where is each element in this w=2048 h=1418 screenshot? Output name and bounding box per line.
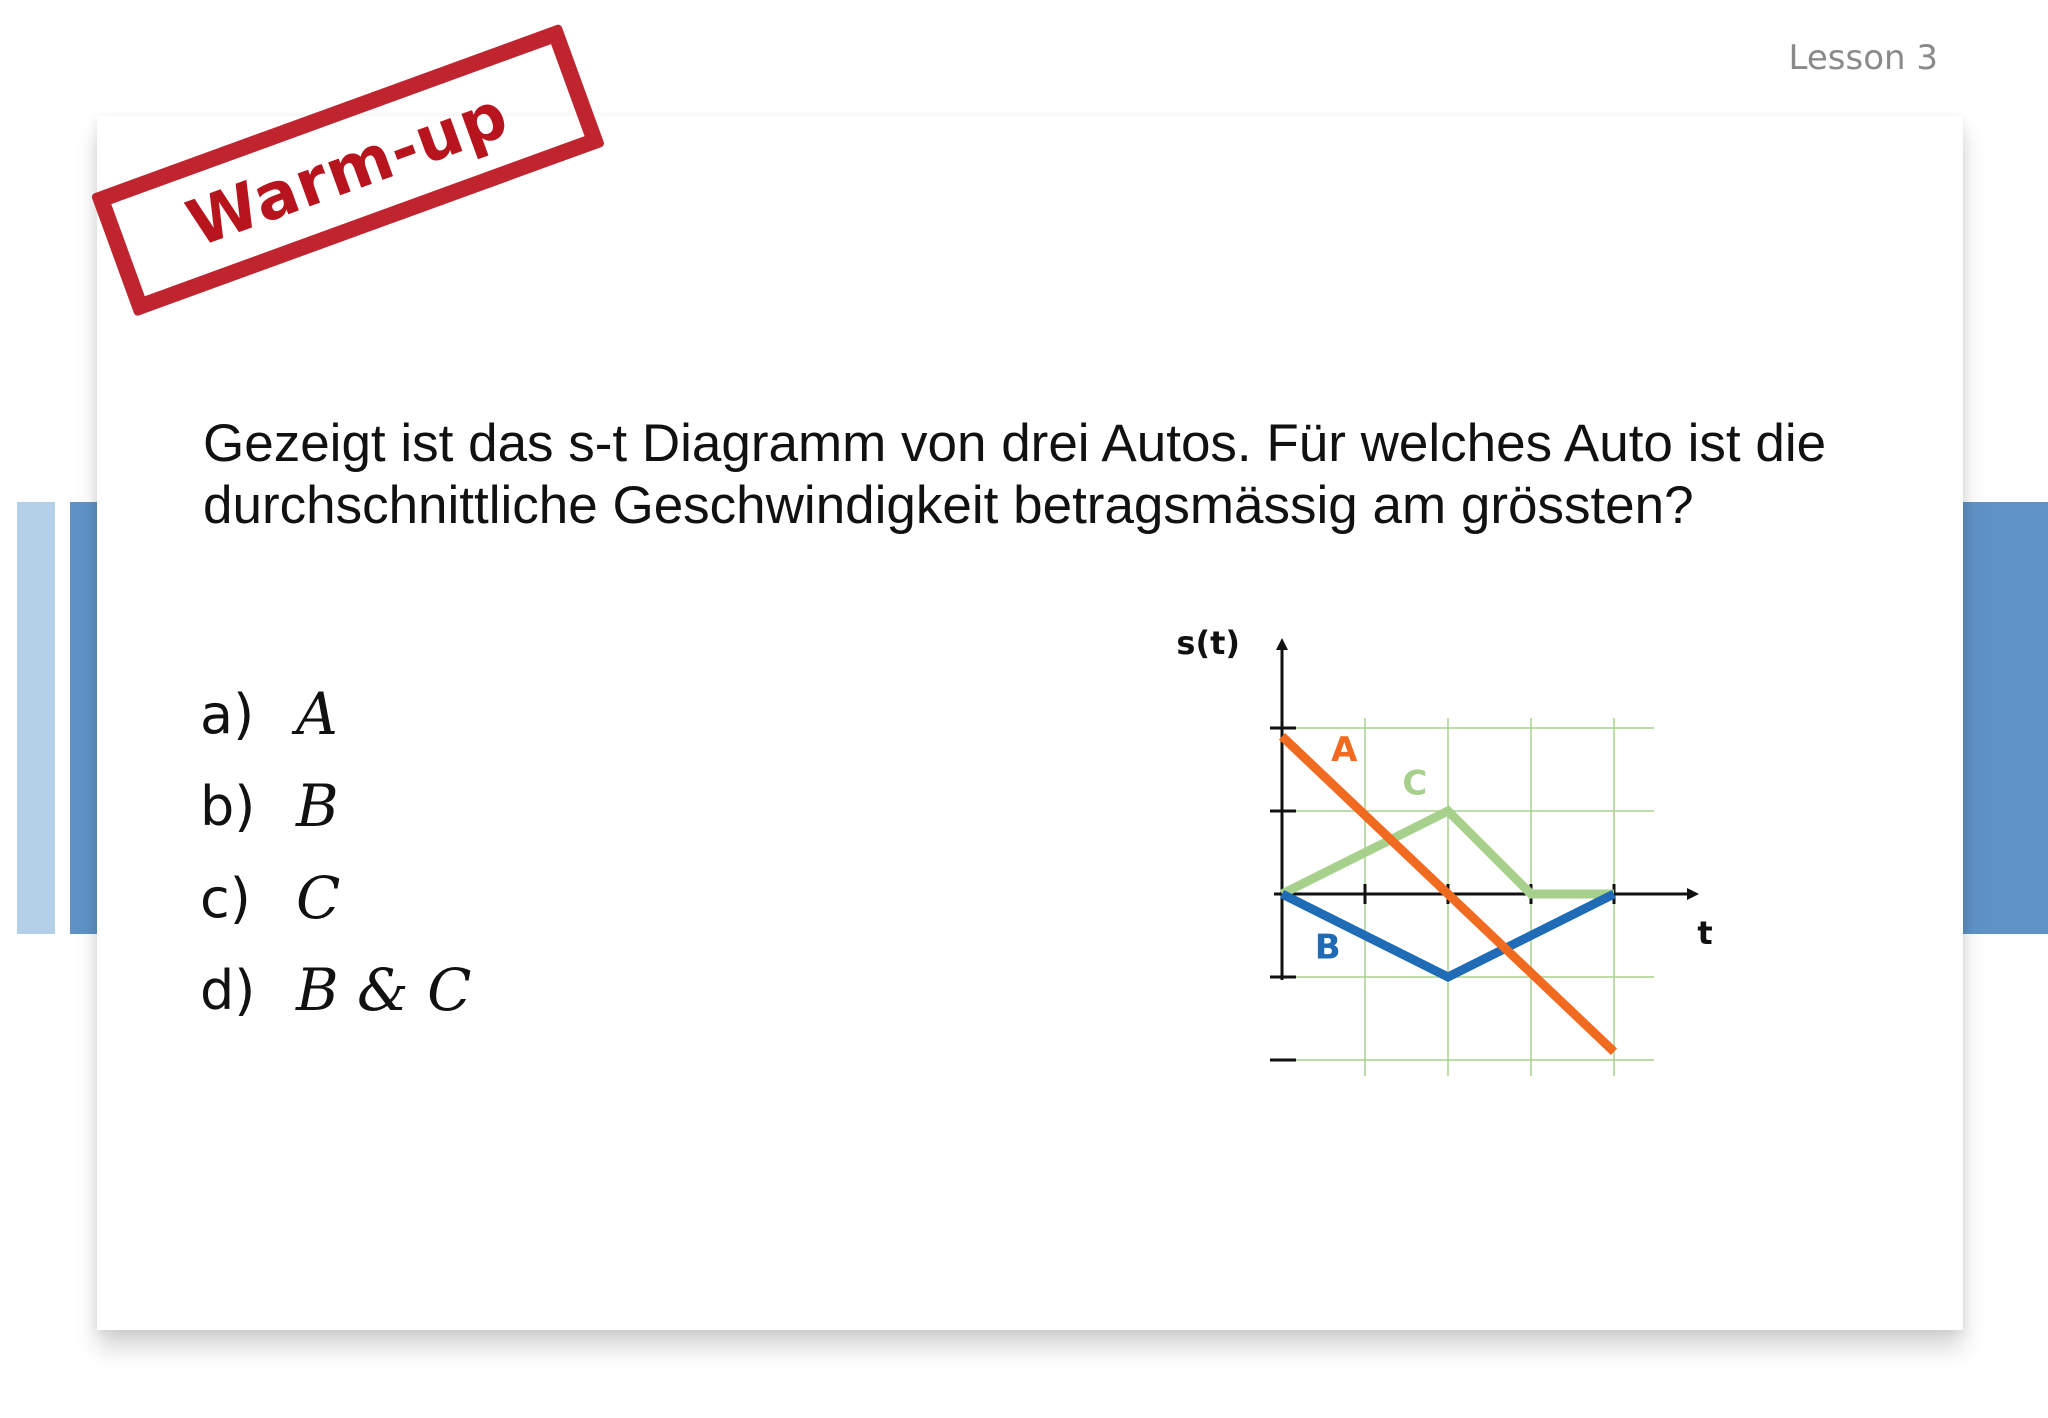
series-label-A: A	[1331, 730, 1358, 771]
answer-value: B	[296, 772, 339, 840]
answer-option-a	[200, 668, 472, 760]
left-light-bar	[17, 502, 55, 934]
answer-value: C	[296, 864, 341, 932]
x-axis-arrow	[1687, 888, 1699, 900]
answer-option-c	[200, 852, 472, 944]
answer-value: A	[296, 680, 338, 748]
y-axis-label: s(t)	[1176, 624, 1240, 662]
answer-value: B & C	[296, 956, 472, 1024]
s-t-chart	[1150, 600, 1750, 1160]
series-label-B: B	[1314, 927, 1341, 968]
x-axis-label: t	[1697, 914, 1713, 952]
answer-option-d	[200, 944, 472, 1036]
answer-label: c)	[200, 866, 251, 930]
answer-label: a)	[200, 682, 255, 746]
question-line-1: Gezeigt ist das s-t Diagramm von drei Autos. Für welches Auto ist die	[203, 414, 1827, 473]
y-axis-arrow	[1276, 638, 1288, 650]
question-text	[203, 413, 1903, 537]
question-line-2: durchschnittliche Geschwindigkeit betragsmässig am grössten?	[203, 476, 1694, 535]
answer-list	[200, 668, 472, 1036]
right-blue-bar	[1960, 502, 2048, 934]
series-label-C: C	[1402, 763, 1428, 804]
stamp-text: Warm-up	[178, 78, 518, 263]
answer-label: d)	[200, 958, 256, 1022]
answer-option-b	[200, 760, 472, 852]
answer-label: b)	[200, 774, 256, 838]
lesson-label: Lesson 3	[1788, 38, 1938, 78]
